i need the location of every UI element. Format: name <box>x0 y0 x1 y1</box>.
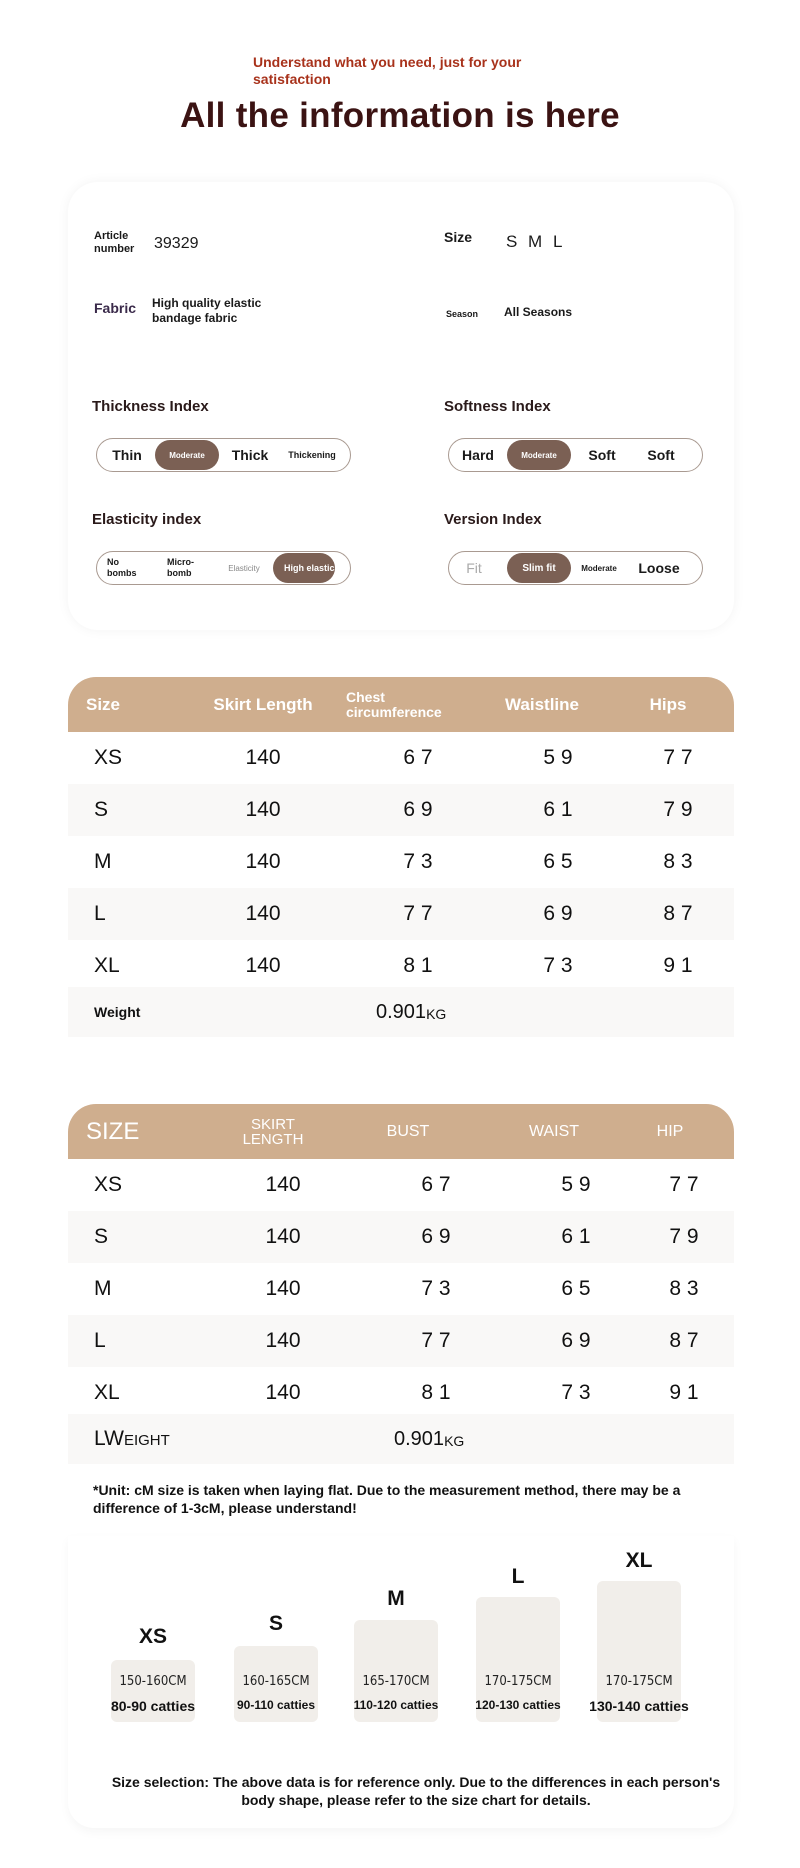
page-title: All the information is here <box>180 96 620 135</box>
col2-waist: WAIST <box>528 1123 580 1140</box>
size-table-2-cell: S <box>94 1225 109 1248</box>
size-bar-weight: 120-130 catties <box>475 1698 561 1712</box>
size-table-cell: 140 <box>245 746 281 769</box>
version-option-slim-fit: Slim fit <box>507 553 571 583</box>
softness-option-soft: Soft <box>588 447 616 463</box>
size-bar-height: 170-175CM <box>605 1674 673 1689</box>
size-table-cell: 7 7 <box>403 902 433 925</box>
size-table-cell: 6 9 <box>403 798 433 821</box>
size-table-cell: 9 1 <box>663 954 693 977</box>
elasticity-option-no-bombs: No bombs <box>107 557 137 578</box>
elasticity-index-title: Elasticity index <box>92 511 202 528</box>
fabric-label: Fabric <box>94 300 137 316</box>
size-bar-label: XS <box>138 1625 167 1648</box>
elasticity-index-scale <box>96 551 351 585</box>
weight-label-2 <box>94 1414 170 1464</box>
size-table-row <box>68 784 734 836</box>
size-table-2-cell: 6 5 <box>561 1277 591 1300</box>
size-table-cell: 7 3 <box>543 954 573 977</box>
size-table-cell: 5 9 <box>543 746 573 769</box>
size-table-cell: 7 7 <box>663 746 693 769</box>
size-table-2-row <box>68 1367 734 1419</box>
size-table-2-cell: 6 9 <box>561 1329 591 1352</box>
size-table-cell: 7 3 <box>403 850 433 873</box>
size-table-2-cell: 6 1 <box>561 1225 591 1248</box>
size-table-2-row <box>68 1315 734 1367</box>
size-table-2-cell: 5 9 <box>561 1173 591 1196</box>
col2-size: SIZE <box>86 1118 140 1145</box>
size-table-cell: 8 3 <box>663 850 693 873</box>
size-table-cell: 6 9 <box>543 902 573 925</box>
size-table-2-cell: 7 3 <box>561 1381 591 1404</box>
size-table-2-header <box>68 1104 734 1159</box>
thickness-index-scale <box>96 438 351 472</box>
size-table-2-cell: 140 <box>265 1381 301 1404</box>
version-index-title: Version Index <box>444 511 542 528</box>
product-info-card <box>68 182 734 630</box>
size-table-2-cell: 7 7 <box>669 1173 699 1196</box>
size-table-row <box>68 836 734 888</box>
fabric-value: High quality elastic bandage fabric <box>152 296 262 325</box>
weight-number-2: 0.901 <box>394 1427 445 1450</box>
col-skirt-length: Skirt Length <box>213 695 313 714</box>
thickness-index-title: Thickness Index <box>92 398 209 415</box>
thickness-option-thickening: Thickening <box>288 450 336 460</box>
size-table-cell: XL <box>94 954 120 977</box>
size-bar-weight: 90-110 catties <box>236 1698 316 1712</box>
col-waistline: Waistline <box>505 695 579 714</box>
col-chest: Chest circumference <box>346 688 442 720</box>
size-table-2-cell: 140 <box>265 1329 301 1352</box>
elasticity-option-high: High elasticity <box>273 553 335 583</box>
size-bar-weight: 110-120 catties <box>353 1698 439 1712</box>
header-subtitle: Understand what you need, just for your satisfaction <box>253 54 522 87</box>
version-option-loose: Loose <box>638 560 680 576</box>
size-label: Size <box>444 229 473 245</box>
size-table-cell: XS <box>94 746 123 769</box>
size-bar-label: XL <box>625 1549 653 1572</box>
size-bar-weight: 130-140 catties <box>589 1698 689 1714</box>
size-table-cell: S <box>94 798 109 821</box>
size-table-2-cell: 140 <box>265 1173 301 1196</box>
size-table-cell: 6 5 <box>543 850 573 873</box>
size-table-2-row <box>68 1211 734 1263</box>
size-table-cell: 140 <box>245 902 281 925</box>
size-table-2-cell: 7 9 <box>669 1225 699 1248</box>
elasticity-option-elasticity: Elasticity <box>228 563 260 573</box>
col2-hip: HIP <box>656 1123 684 1140</box>
col-hips: Hips <box>649 695 687 714</box>
size-table-2-cell: XL <box>94 1381 120 1404</box>
col2-bust: BUST <box>386 1123 430 1140</box>
thickness-option-thin: Thin <box>112 447 142 463</box>
version-option-moderate: Moderate <box>581 563 617 573</box>
weight-unit-2: KG <box>444 1433 465 1449</box>
size-table-2-cell: 7 3 <box>421 1277 451 1300</box>
weight-row <box>68 987 734 1037</box>
size-value: S M L <box>506 232 563 251</box>
size-table-2-row <box>68 1263 734 1315</box>
thickness-option-moderate: Moderate <box>155 440 219 470</box>
size-bar-height: 160-165CM <box>242 1674 310 1689</box>
softness-index-title: Softness Index <box>444 398 551 415</box>
col2-skirt-length: SKIRT LENGTH <box>242 1115 304 1148</box>
thickness-option-thick: Thick <box>231 447 269 463</box>
size-bar-weight: 80-90 catties <box>110 1698 196 1714</box>
size-bar-height: 170-175CM <box>484 1674 552 1689</box>
article-number-value: 39329 <box>154 235 199 252</box>
size-table-2-cell: 6 7 <box>421 1173 451 1196</box>
size-bar-label: S <box>268 1612 283 1635</box>
size-table-2-cell: 140 <box>265 1225 301 1248</box>
size-bar-height: 150-160CM <box>119 1674 187 1689</box>
size-table-cell: 7 9 <box>663 798 693 821</box>
size-table-cell: 140 <box>245 798 281 821</box>
size-table-2-cell: 8 3 <box>669 1277 699 1300</box>
size-table-row <box>68 940 734 992</box>
size-table-2-cell: 8 1 <box>421 1381 451 1404</box>
weight-row-2 <box>68 1414 734 1464</box>
size-table-cell: 140 <box>245 850 281 873</box>
size-table-2-cell: M <box>94 1277 112 1300</box>
size-table-2-cell: XS <box>94 1173 123 1196</box>
size-bar-label: L <box>511 1565 525 1588</box>
softness-index-scale <box>448 438 703 472</box>
size-table-2-cell: 7 7 <box>421 1329 451 1352</box>
size-table-row <box>68 888 734 940</box>
size-table-cell: 6 7 <box>403 746 433 769</box>
size-table-row <box>68 732 734 784</box>
size-table-2-cell: 6 9 <box>421 1225 451 1248</box>
col-size: Size <box>86 695 121 714</box>
size-table-cell: 8 7 <box>663 902 693 925</box>
size-selection-footer: Size selection: The above data is for reference only. Due to the differences in each person's body shape, please refer to the size chart for details. <box>111 1774 721 1808</box>
size-table-header <box>68 677 734 732</box>
size-table-cell: 6 1 <box>543 798 573 821</box>
softness-option-moderate: Moderate <box>507 440 571 470</box>
weight-number: 0.901 <box>376 1000 427 1023</box>
version-index-scale <box>448 551 703 585</box>
size-bar-label: M <box>387 1587 405 1610</box>
weight-value <box>376 987 446 1037</box>
size-table-cell: L <box>94 902 106 925</box>
season-value: All Seasons <box>504 305 573 319</box>
measurement-note: *Unit: cM size is taken when laying flat. Due to the measurement method, there may be a difference of 1-3cM, please understand! <box>93 1482 681 1516</box>
article-number-label: Article number <box>94 230 135 255</box>
weight-unit: KG <box>426 1006 447 1022</box>
weight-label: Weight <box>94 1004 141 1020</box>
elasticity-option-micro-bomb: Micro-bomb <box>167 557 194 578</box>
version-option-fit: Fit <box>466 560 482 576</box>
size-table-2-cell: 140 <box>265 1277 301 1300</box>
season-label: Season <box>446 309 479 319</box>
weight-label-2-small: EIGHT <box>123 1432 170 1449</box>
softness-option-very-soft: Soft <box>647 447 675 463</box>
size-table-2-cell: 8 7 <box>669 1329 699 1352</box>
size-table-cell: 140 <box>245 954 281 977</box>
size-table-cell: 8 1 <box>403 954 433 977</box>
size-table-2-cell: 9 1 <box>669 1381 699 1404</box>
weight-label-2-big: LW <box>94 1427 124 1450</box>
weight-value-2 <box>394 1414 464 1464</box>
size-table-2-row <box>68 1159 734 1211</box>
size-bar-height: 165-170CM <box>362 1674 430 1689</box>
size-table-cell: M <box>94 850 112 873</box>
size-table-2-cell: L <box>94 1329 106 1352</box>
softness-option-hard: Hard <box>462 447 494 463</box>
